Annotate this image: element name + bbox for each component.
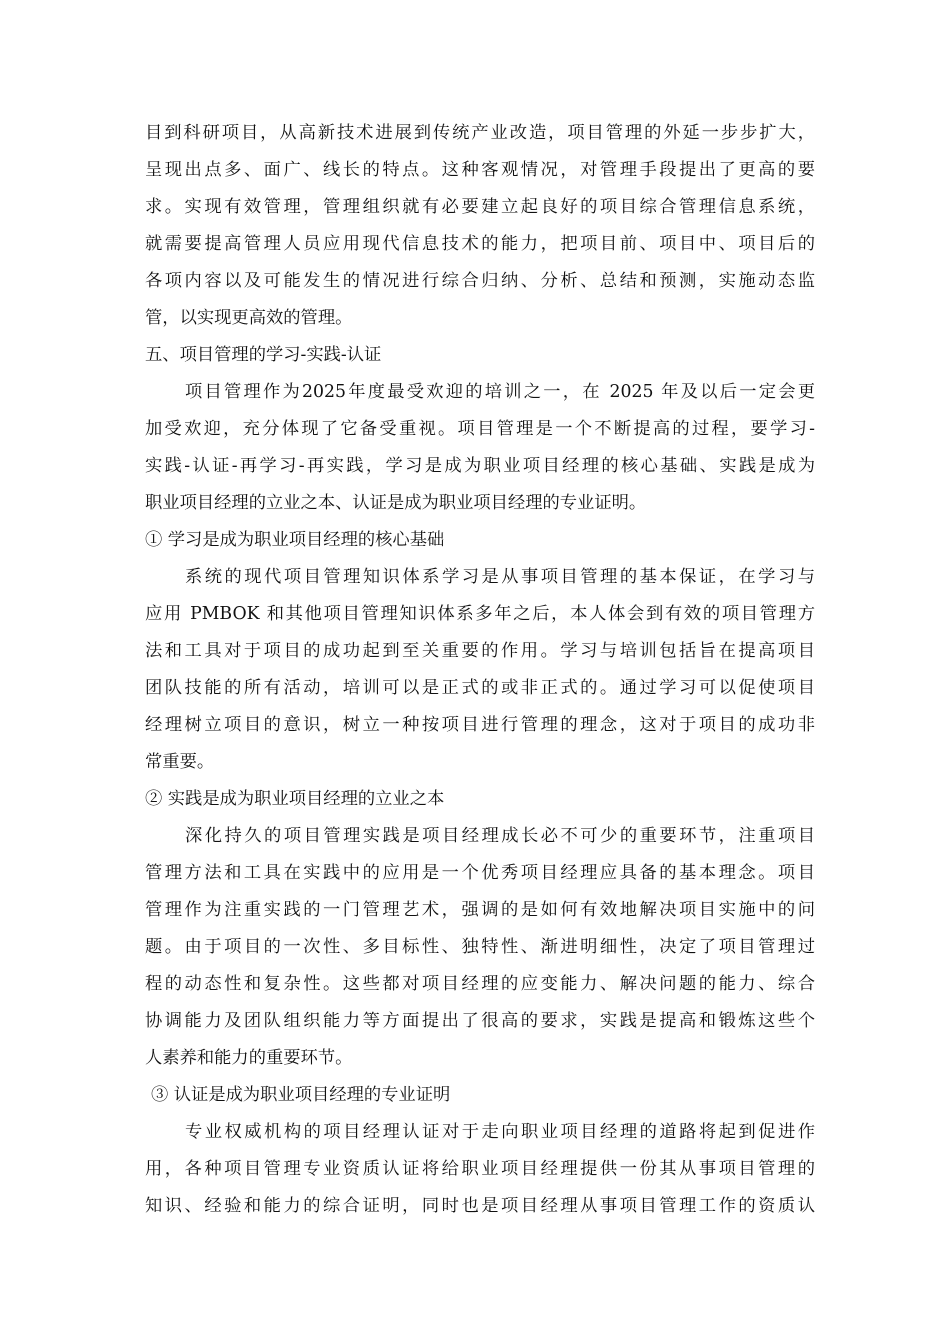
paragraph-line: 程的动态性和复杂性。这些都对项目经理的应变能力、解决问题的能力、综合 <box>145 974 815 994</box>
paragraph-line: 知识、经验和能力的综合证明，同时也是项目经理从事项目管理工作的资质认 <box>145 1196 815 1216</box>
paragraph-line: 职业项目经理的立业之本、认证是成为职业项目经理的专业证明。 <box>145 493 647 513</box>
paragraph-line: 加受欢迎，充分体现了它备受重视。项目管理是一个不断提高的过程，要学习- <box>145 419 815 439</box>
paragraph-line: 经理树立项目的意识，树立一种按项目进行管理的理念，这对于项目的成功非 <box>145 715 815 735</box>
paragraph-line: 项目管理作为2025年度最受欢迎的培训之一，在 2025 年及以后一定会更 <box>185 382 815 402</box>
paragraph-line: 常重要。 <box>145 752 215 772</box>
paragraph-line: 深化持久的项目管理实践是项目经理成长必不可少的重要环节，注重项目 <box>185 826 815 846</box>
paragraph-line: 管，以实现更高效的管理。 <box>145 308 353 328</box>
paragraph-line: 呈现出点多、面广、线长的特点。这种客观情况，对管理手段提出了更高的要 <box>145 160 815 180</box>
paragraph-line: 各项内容以及可能发生的情况进行综合归纳、分析、总结和预测，实施动态监 <box>145 271 815 291</box>
section-heading: 五、项目管理的学习-实践-认证 <box>145 345 382 365</box>
paragraph-line: 团队技能的所有活动，培训可以是正式的或非正式的。通过学习可以促使项目 <box>145 678 815 698</box>
paragraph-line: 用，各种项目管理专业资质认证将给职业项目经理提供一份其从事项目管理的 <box>145 1159 815 1179</box>
paragraph-line: 人素养和能力的重要环节。 <box>145 1048 353 1068</box>
paragraph-line: 题。由于项目的一次性、多目标性、独特性、渐进明细性，决定了项目管理过 <box>145 937 815 957</box>
subsection-heading: ① 学习是成为职业项目经理的核心基础 <box>145 530 445 550</box>
paragraph-line: 目到科研项目，从高新技术进展到传统产业改造，项目管理的外延一步步扩大， <box>145 123 815 143</box>
paragraph-line: 协调能力及团队组织能力等方面提出了很高的要求，实践是提高和锻炼这些个 <box>145 1011 815 1031</box>
paragraph-line: 管理方法和工具在实践中的应用是一个优秀项目经理应具备的基本理念。项目 <box>145 863 815 883</box>
paragraph-line: 就需要提高管理人员应用现代信息技术的能力，把项目前、项目中、项目后的 <box>145 234 815 254</box>
paragraph-line: 系统的现代项目管理知识体系学习是从事项目管理的基本保证，在学习与 <box>185 567 815 587</box>
subsection-heading: ③ 认证是成为职业项目经理的专业证明 <box>151 1085 451 1105</box>
paragraph-line: 管理作为注重实践的一门管理艺术，强调的是如何有效地解决项目实施中的问 <box>145 900 815 920</box>
paragraph-line: 实践-认证-再学习-再实践，学习是成为职业项目经理的核心基础、实践是成为 <box>145 456 815 476</box>
paragraph-line: 求。实现有效管理，管理组织就有必要建立起良好的项目综合管理信息系统， <box>145 197 815 217</box>
paragraph-line: 法和工具对于项目的成功起到至关重要的作用。学习与培训包括旨在提高项目 <box>145 641 815 661</box>
subsection-heading: ② 实践是成为职业项目经理的立业之本 <box>145 789 445 809</box>
paragraph-line: 应用 PMBOK 和其他项目管理知识体系多年之后，本人体会到有效的项目管理方 <box>145 604 815 624</box>
paragraph-line: 专业权威机构的项目经理认证对于走向职业项目经理的道路将起到促进作 <box>185 1122 815 1142</box>
document-body <box>145 115 815 1225</box>
